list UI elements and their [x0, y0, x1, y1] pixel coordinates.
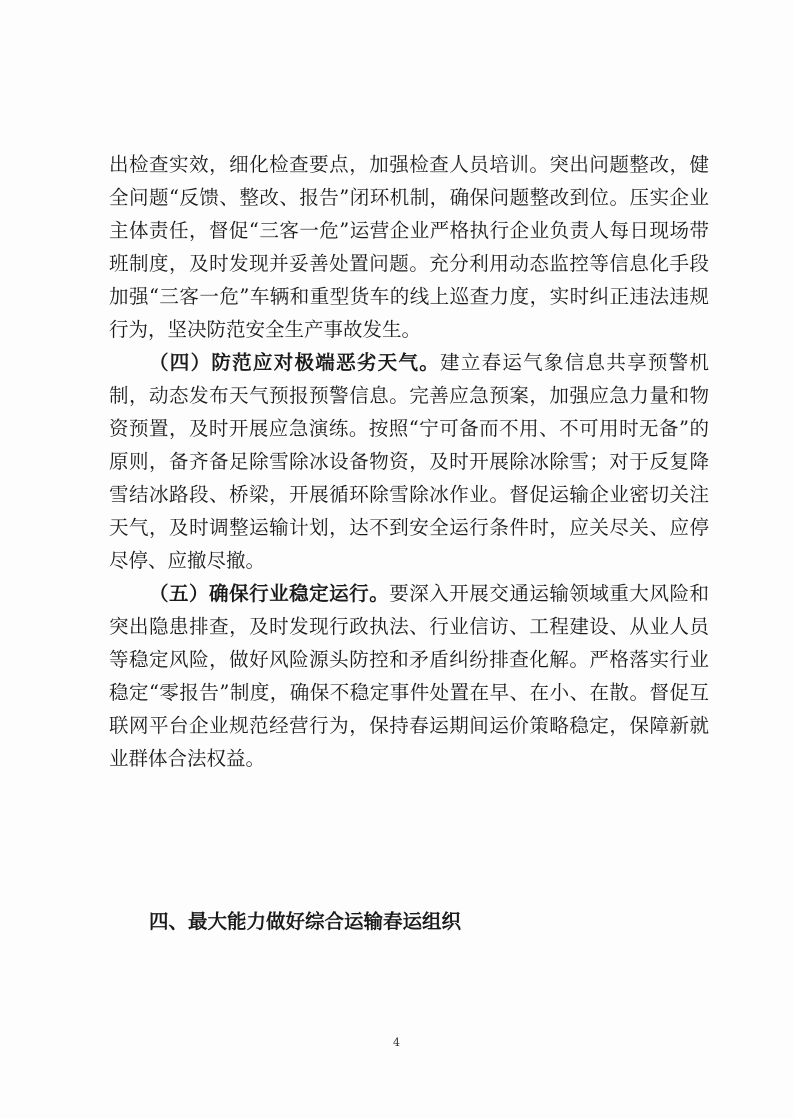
- paragraph-continuation: [109, 148, 709, 346]
- paragraph-lead-heading: （五）确保行业稳定运行。: [149, 582, 390, 605]
- paragraph-text: 建立春运气象信息共享预警机制，动态发布天气预报预警信息。完善应急预案，加强应急力量和物资预置，及时开展应急演练。按照“宁可备而不用、不可用时无备”的原则，备齐备足除雪除冰设备物资，及时开展除冰除雪；对于反复降雪结冰路段、桥梁，开展循环除雪除冰作业。督促运输企业密切关注天气，及时调整运输计划，达不到安全运行条件时，应关尽关、应停尽停、应撤尽撤。: [109, 351, 709, 572]
- paragraph-lead-heading: （四）防范应对极端恶劣天气。: [149, 351, 441, 374]
- page-number: 4: [393, 1036, 400, 1049]
- body-text: [109, 148, 709, 775]
- paragraph-text: 要深入开展交通运输领域重大风险和突出隐患排查，及时发现行政执法、行业信访、工程建设、从业人员等稳定风险，做好风险源头防控和矛盾纠纷排查化解。严格落实行业稳定“零报告”制度，确保不稳定事件处置在早、在小、在散。督促互联网平台企业规范经营行为，保持春运期间运价策略稳定，保障新就业群体合法权益。: [109, 582, 709, 770]
- section-heading: 四、最大能力做好综合运输春运组织: [149, 910, 462, 933]
- paragraph-text: 出检查实效，细化检查要点，加强检查人员培训。突出问题整改，健全问题“反馈、整改、报告”闭环机制，确保问题整改到位。压实企业主体责任，督促“三客一危”运营企业严格执行企业负责人每日现场带班制度，及时发现并妥善处置问题。充分利用动态监控等信息化手段加强“三客一危”车辆和重型货车的线上巡查力度，实时纠正违法违规行为，坚决防范安全生产事故发生。: [109, 153, 709, 341]
- paragraph-extreme-weather: [109, 346, 709, 577]
- paragraph-industry-stability: [109, 577, 709, 775]
